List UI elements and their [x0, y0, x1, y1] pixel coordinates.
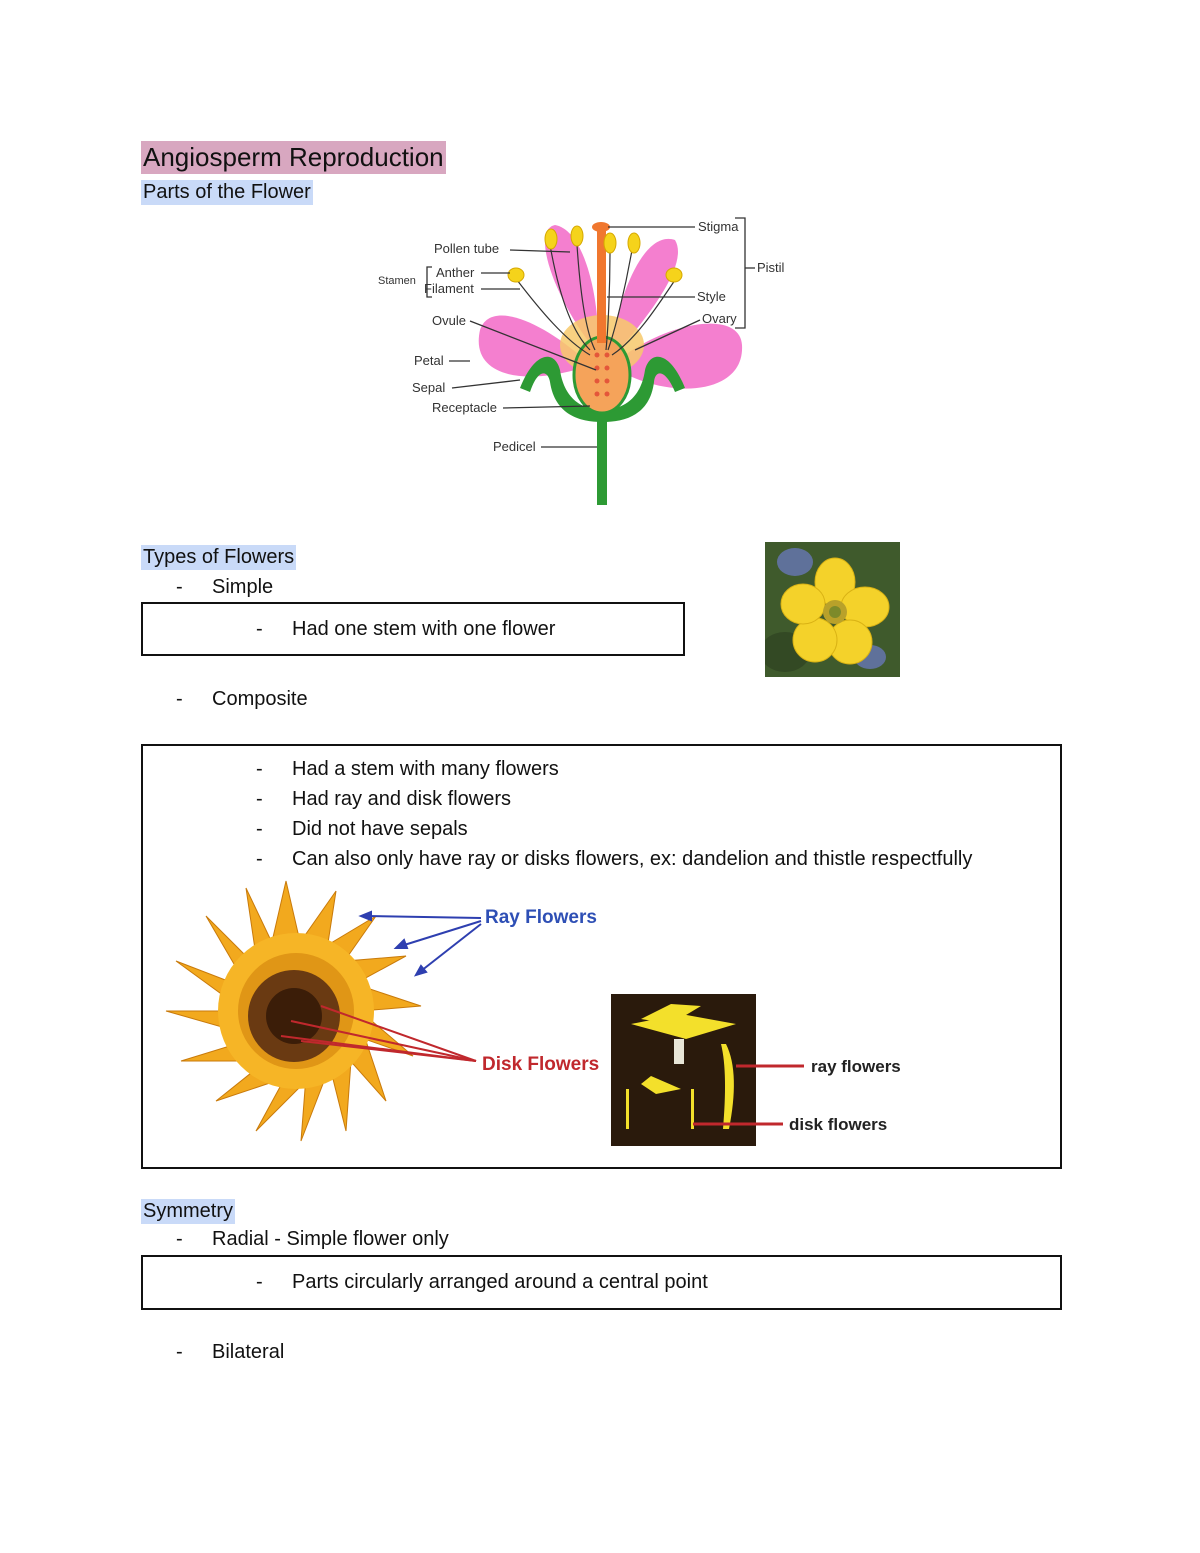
buttercup-photo	[765, 542, 900, 677]
sunflower-shape	[166, 881, 421, 1141]
label-pistil: Pistil	[757, 260, 785, 275]
label-stigma: Stigma	[698, 219, 739, 234]
radial-definition-box	[141, 1255, 1062, 1310]
label-disk-flowers: Disk Flowers	[482, 1054, 600, 1075]
section-heading-parts: Parts of the Flower	[143, 181, 311, 203]
bullet-simple: - Simple	[176, 576, 274, 598]
label-pedicel: Pedicel	[493, 439, 536, 454]
stigma-shape	[592, 222, 610, 232]
label-style: Style	[697, 289, 726, 304]
label-ray-flowers-small: ray flowers	[811, 1057, 901, 1076]
composite-definition-box	[141, 744, 1062, 1169]
section-heading-types: Types of Flowers	[143, 546, 295, 568]
label-ovary: Ovary	[702, 311, 737, 326]
flower-parts-diagram	[370, 210, 800, 510]
bullet-radial: - Radial - Simple flower only	[176, 1228, 449, 1250]
label-stamen: Stamen	[378, 275, 416, 287]
label-sepal: Sepal	[412, 380, 446, 395]
page-title: Angiosperm Reproduction	[143, 142, 444, 172]
dandelion-parts-photo	[611, 994, 921, 1149]
list-item: - Parts circularly arranged around a central point	[256, 1271, 708, 1293]
list-item: - Had a stem with many flowers	[256, 758, 559, 780]
label-ray-flowers: Ray Flowers	[485, 907, 597, 928]
label-ovule: Ovule	[432, 313, 466, 328]
label-disk-flowers-small: disk flowers	[789, 1115, 888, 1134]
label-anther: Anther	[436, 265, 475, 280]
sunflower-diagram	[151, 876, 621, 1146]
label-filament: Filament	[424, 281, 474, 296]
simple-definition-box	[141, 602, 685, 656]
section-heading-symmetry: Symmetry	[143, 1200, 233, 1222]
label-petal: Petal	[414, 353, 444, 368]
label-receptacle: Receptacle	[432, 400, 498, 415]
list-item: - Did not have sepals	[256, 818, 468, 840]
bullet-composite: - Composite	[176, 688, 308, 710]
list-item: - Had one stem with one flower	[256, 618, 556, 640]
label-pollen-tube: Pollen tube	[434, 241, 500, 256]
bullet-bilateral: - Bilateral	[176, 1341, 285, 1363]
list-item: - Had ray and disk flowers	[256, 788, 511, 810]
list-item: - Can also only have ray or disks flowers, ex: dandelion and thistle respectfully	[256, 848, 973, 870]
